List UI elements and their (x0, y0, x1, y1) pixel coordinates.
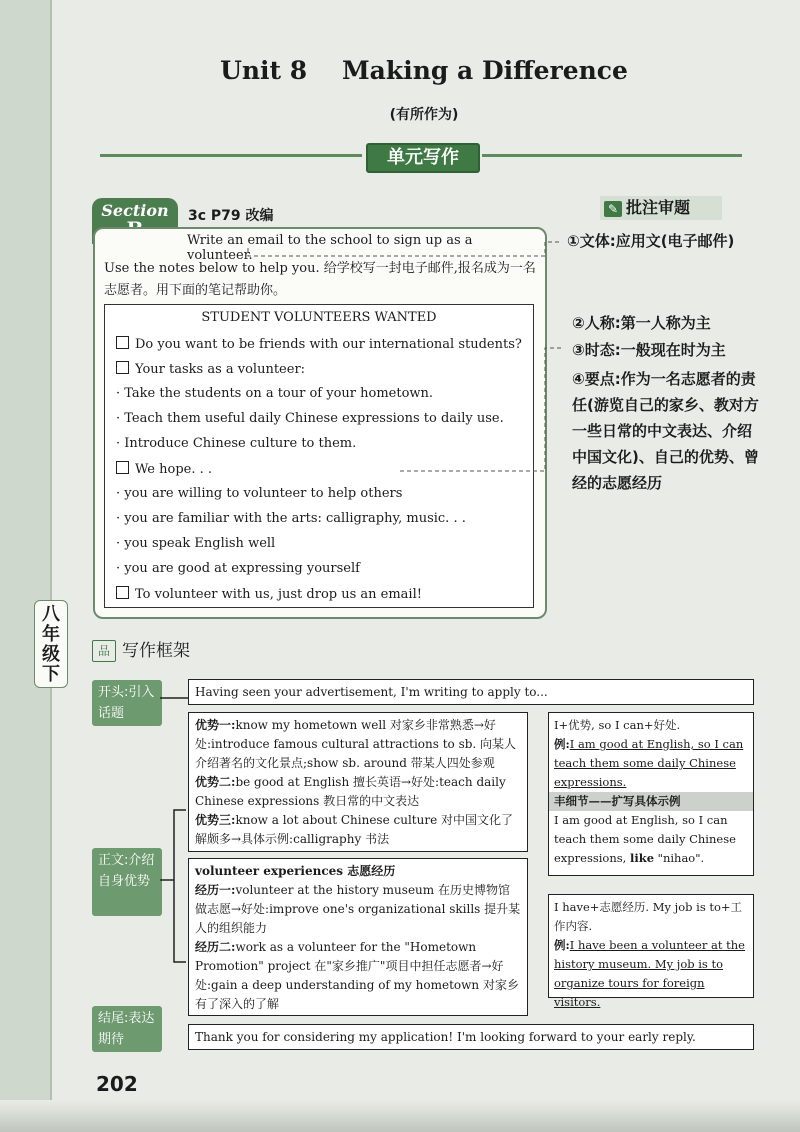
note-item: · you are good at expressing yourself (116, 561, 360, 576)
note-item: We hope. . . (116, 461, 212, 477)
annotation-tense: ③时态:一般现在时为主 (572, 341, 726, 359)
section-banner: 单元写作 (366, 143, 480, 173)
detail-band: 丰细节——扩写具体示例 (549, 792, 753, 811)
side-strip (0, 0, 52, 1132)
task-prompt-line2: Use the notes below to help you. 给学校写一封电子邮件,报名成为一名志愿者。用下面的笔记帮助你。 (104, 261, 536, 298)
body-label: 正文:介绍自身优势 (92, 848, 162, 916)
framework-heading: 品 写作框架 (92, 636, 190, 662)
note-item: · you are willing to volunteer to help others (116, 486, 403, 501)
grade-tab-text: 八 年 级 下 (42, 604, 60, 685)
annotation-heading: ✎ 批注审题 (600, 196, 722, 220)
checkbox-icon (116, 336, 129, 349)
note-item: · Take the students on a tour of your hometown. (116, 386, 434, 401)
note-item: · you are familiar with the arts: calligraphy, music. . . (116, 511, 466, 526)
banner-line-right (482, 154, 742, 157)
checkbox-icon (116, 586, 129, 599)
grade-tab (34, 600, 68, 688)
annotation-points: ④要点:作为一名志愿者的责任(游览自己的家乡、教对方一些日常的中文表达、介绍中国文化)、自己的优势、曾经的志愿经历 (572, 370, 759, 492)
note-item: To volunteer with us, just drop us an email! (116, 586, 422, 602)
page-subtitle: (有所作为) (389, 107, 459, 123)
structure-icon: 品 (92, 640, 116, 662)
section-badge-word: Section (101, 201, 169, 220)
opening-label: 开头:引入话题 (92, 680, 162, 726)
note-item: · you speak English well (116, 536, 276, 551)
annotation-connectors (240, 228, 570, 478)
bracket-lines (160, 690, 190, 980)
note-item: · Introduce Chinese culture to them. (116, 436, 357, 451)
sentence-pattern-box-2: I have+志愿经历. My job is to+工作内容. 例:I have been a volunteer at the history museum. My job is to organize tours for foreign visitors. (548, 894, 754, 998)
page-title: Unit 8 Making a Difference (220, 56, 628, 85)
annotation-genre: ①文体:应用文(电子邮件) (567, 232, 735, 250)
checkbox-icon (116, 361, 129, 374)
annotation-person: ②人称:第一人称为主 (572, 314, 711, 332)
notes-title: STUDENT VOLUNTEERS WANTED (201, 310, 437, 325)
page-bottom-shadow (0, 1100, 800, 1132)
note-item: · Teach them useful daily Chinese expressions to daily use. (116, 411, 504, 426)
note-item: Do you want to be friends with our international students? (116, 336, 522, 352)
sentence-pattern-box-1: I+优势, so I can+好处. 例:I am good at English, so I can teach them some daily Chinese expressions. 丰细节——扩写具体示例 I am good at English, so I can teach them some daily Chinese expressions, like "nihao". (548, 712, 754, 876)
opening-box: Having seen your advertisement, I'm writing to apply to... (188, 679, 754, 705)
advantages-box: 优势一:know my hometown well 对家乡非常熟悉→好处:introduce famous cultural attractions to sb. 向某人介绍著名的文化景点;show sb. around 带某人四处参观 优势二:be good at English 擅长英语→好处:teach daily Chinese expressions 教日常的中文表达 优势三:know a lot about Chinese culture 对中国文化了解颇多→具体示例:calligraphy 书法 (188, 712, 528, 852)
task-prompt-line1: Write an email to the school to sign up as a volunteer. (187, 233, 473, 263)
checkbox-icon (116, 461, 129, 474)
pen-check-icon: ✎ (604, 201, 622, 217)
closing-label: 结尾:表达期待 (92, 1006, 162, 1052)
experiences-box: volunteer experiences 志愿经历 经历一:volunteer at the history museum 在历史博物馆做志愿→好处:improve one's organizational skills 提升某人的组织能力 经历二:work as a volunteer for the "Hometown Promotion" project 在"家乡推广"项目中担任志愿者→好处:gain a deep understanding of my hometown 对家乡有了深入的了解 (188, 858, 528, 1016)
page-number: 202 (96, 1072, 138, 1096)
closing-box: Thank you for considering my application! I'm looking forward to your early reply. (188, 1024, 754, 1050)
note-item: Your tasks as a volunteer: (116, 361, 305, 377)
source-ref: 3c P79 改编 (188, 208, 274, 224)
banner-line-left (100, 154, 362, 157)
